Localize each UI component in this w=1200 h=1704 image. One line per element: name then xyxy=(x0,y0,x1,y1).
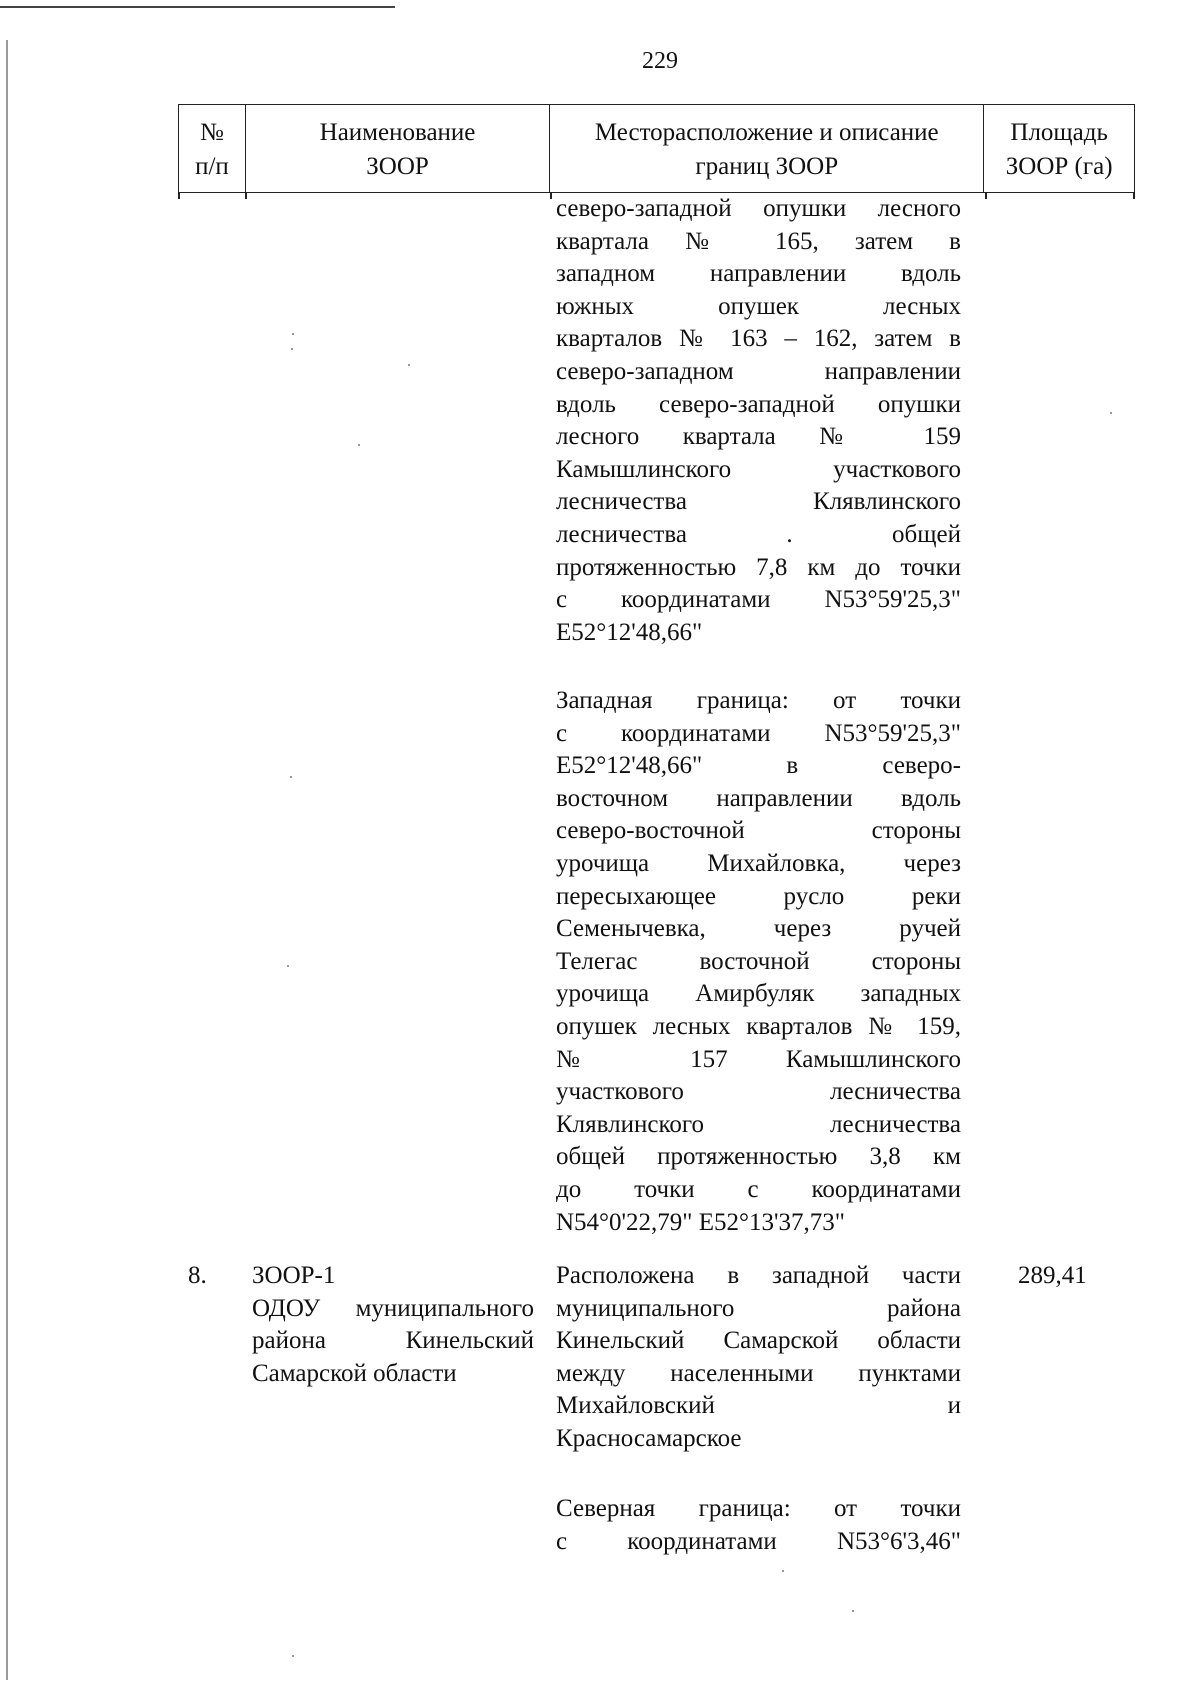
text-line: Камышлинского участкового xyxy=(556,455,961,483)
scan-speck xyxy=(782,1570,784,1572)
scan-speck xyxy=(852,1610,854,1612)
text-line: E52°12'48,66" в северо- xyxy=(556,752,961,780)
text-line: № 157 Камышлинского xyxy=(556,1045,961,1073)
text-line: участкового лесничества xyxy=(556,1078,961,1106)
zoor-owner-line: ОДОУ муниципального xyxy=(252,1294,534,1322)
text-line: Телегас восточной стороны xyxy=(556,947,961,975)
text-line: северо-западной опушки лесного xyxy=(556,195,961,222)
text-line: пересыхающее русло реки xyxy=(556,882,961,910)
text-line: с координатами N53°59'25,3" xyxy=(556,586,961,614)
text-line: Семенычевка, через ручей xyxy=(556,915,961,943)
text-line: урочища Амирбуляк западных xyxy=(556,980,961,1008)
header-area-line-2: ЗООР (га) xyxy=(1005,152,1113,180)
text-line: кварталов № 163 – 162, затем в xyxy=(556,325,961,353)
text-line: лесничества . общей xyxy=(556,520,961,548)
scan-speck xyxy=(287,965,289,967)
header-name-line-2: ЗООР xyxy=(366,152,429,180)
table-header xyxy=(178,104,1135,193)
header-area-line-1: Площадь xyxy=(1010,118,1108,146)
scan-speck xyxy=(358,444,360,446)
scan-speck xyxy=(291,348,293,350)
scan-speck xyxy=(292,333,294,335)
header-location-line-2: границ ЗООР xyxy=(695,152,839,180)
page-number: 229 xyxy=(642,48,678,74)
header-number-column xyxy=(179,105,246,192)
text-line: E52°12'48,66" xyxy=(556,618,703,646)
text-line: муниципального района xyxy=(556,1294,961,1322)
text-line: опушек лесных кварталов № 159, xyxy=(556,1012,961,1040)
text-line: Расположена в западной части xyxy=(556,1262,961,1289)
row-8-name xyxy=(252,1260,534,1390)
text-line: северо-западном направлении xyxy=(556,357,961,385)
scan-speck xyxy=(290,776,292,778)
text-line: Красносамарское xyxy=(556,1424,742,1452)
header-number-line-2: п/п xyxy=(195,152,229,180)
row-8-location-intro xyxy=(556,1260,961,1456)
scan-speck xyxy=(1110,412,1112,414)
text-line: Михайловский и xyxy=(556,1392,961,1420)
header-location-column xyxy=(550,105,984,192)
scan-artifact-left-line xyxy=(6,40,8,1680)
scan-speck xyxy=(292,1655,294,1657)
western-border-description xyxy=(556,685,961,1239)
scan-artifact-top-line xyxy=(0,6,395,8)
text-line: Северная граница: от точки xyxy=(556,1495,961,1522)
row-8-number: 8. xyxy=(188,1262,207,1289)
text-line: лесного квартала № 159 xyxy=(556,423,961,451)
text-line: до точки с координатами xyxy=(556,1175,961,1203)
continuation-description xyxy=(556,193,961,649)
text-line: между населенными пунктами xyxy=(556,1359,961,1387)
header-location-line-1: Месторасположение и описание xyxy=(594,118,939,146)
scan-speck xyxy=(408,364,410,366)
zoor-owner-line: Самарской области xyxy=(252,1359,457,1387)
header-area-column xyxy=(984,105,1134,192)
header-number-line-1: № xyxy=(199,118,224,146)
text-line: Клявлинского лесничества xyxy=(556,1110,961,1138)
text-line: лесничества Клявлинского xyxy=(556,488,961,516)
text-line: южных опушек лесных xyxy=(556,292,961,320)
zoor-name: ЗООР-1 xyxy=(252,1262,336,1289)
text-line: западном направлении вдоль xyxy=(556,260,961,288)
zoor-owner-line: района Кинельский xyxy=(252,1327,534,1355)
text-line: вдоль северо-западной опушки xyxy=(556,390,961,418)
row-8-area: 289,41 xyxy=(1018,1262,1087,1289)
text-line: восточном направлении вдоль xyxy=(556,784,961,812)
text-line: общей протяженностью 3,8 км xyxy=(556,1143,961,1171)
text-line: N54°0'22,79" E52°13'37,73" xyxy=(556,1208,845,1236)
text-line: Кинельский Самарской области xyxy=(556,1327,961,1355)
text-line: Западная граница: от точки xyxy=(556,687,961,714)
text-line: с координатами N53°6'3,46" xyxy=(556,1527,961,1555)
text-line: протяженностью 7,8 км до точки xyxy=(556,553,961,581)
text-line: северо-восточной стороны xyxy=(556,817,961,845)
text-line: квартала № 165, затем в xyxy=(556,227,961,255)
header-name-line-1: Наименование xyxy=(319,118,476,146)
text-line: урочища Михайловка, через xyxy=(556,849,961,877)
text-line: с координатами N53°59'25,3" xyxy=(556,719,961,747)
row-8-northern-border xyxy=(556,1493,961,1558)
header-name-column xyxy=(246,105,550,192)
